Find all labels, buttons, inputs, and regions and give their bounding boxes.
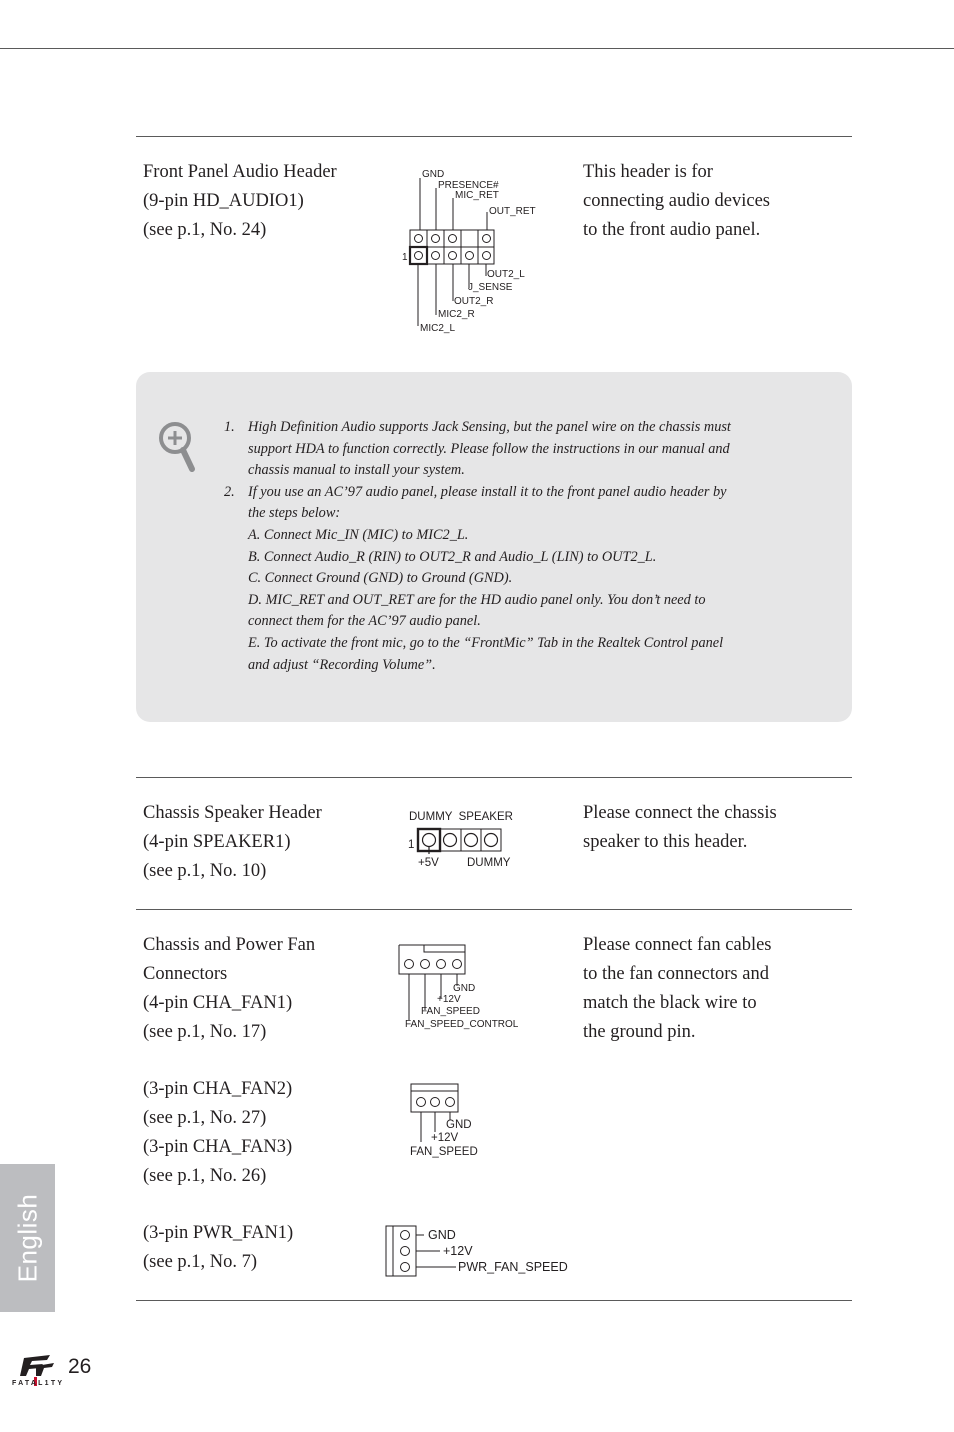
pin	[444, 834, 457, 847]
pin-label-mic2-l: MIC2_L	[420, 323, 456, 334]
pin	[485, 834, 498, 847]
title-line: Front Panel Audio Header	[143, 162, 337, 182]
note-item-number: 1.	[224, 419, 235, 435]
pwr-line: (see p.1, No. 7)	[143, 1252, 258, 1272]
pin	[415, 252, 423, 260]
note-line: A. Connect Mic_IN (MIC) to MIC2_L.	[248, 526, 469, 543]
section-divider	[136, 136, 852, 137]
note-item	[224, 417, 804, 482]
note-line: connect them for the AC’97 audio panel.	[248, 613, 481, 630]
fan3-line: (see p.1, No. 26)	[143, 1166, 267, 1186]
pin-label-12v: +12V	[443, 1244, 473, 1258]
hd-audio-description	[583, 158, 770, 245]
pin-label-top: DUMMY SPEAKER	[409, 811, 513, 823]
note-list	[224, 417, 804, 676]
note-line: High Definition Audio supports Jack Sensing, but the panel wire on the chassis must	[248, 419, 731, 435]
section-divider	[136, 909, 852, 910]
pin	[437, 960, 446, 969]
title-line: (9-pin HD_AUDIO1)	[143, 191, 304, 211]
fatal1ty-logo	[10, 1352, 64, 1388]
pin	[401, 1231, 410, 1240]
desc-line: Please connect fan cables	[583, 935, 772, 955]
title-line: Connectors	[143, 964, 228, 984]
section-divider	[136, 777, 852, 778]
pin-label-j-sense: J_SENSE	[468, 282, 513, 293]
fans-description	[583, 931, 772, 1047]
desc-line: to the front audio panel.	[583, 220, 761, 240]
title-line: Chassis Speaker Header	[143, 803, 322, 823]
pin-label-plus5v: +5V	[418, 857, 439, 869]
fans-title	[143, 931, 315, 1047]
desc-line: the ground pin.	[583, 1022, 696, 1042]
title-line: (see p.1, No. 17)	[143, 1022, 267, 1042]
pwr-fan-pin-diagram	[380, 1222, 570, 1280]
fan3-pin-diagram	[404, 1080, 504, 1160]
note-item	[224, 482, 804, 676]
pin	[483, 235, 491, 243]
pin	[446, 1098, 455, 1107]
pin	[432, 235, 440, 243]
note-line: B. Connect Audio_R (RIN) to OUT2_R and Audio_L (LIN) to OUT2_L.	[248, 548, 657, 565]
desc-line: connecting audio devices	[583, 191, 770, 211]
pin-label-fan-speed-control: FAN_SPEED_CONTROL	[405, 1019, 519, 1030]
pin-label-fan-speed: FAN_SPEED	[410, 1146, 478, 1158]
fan4-pin-diagram	[396, 942, 536, 1034]
pin-label-gnd: GND	[422, 169, 445, 180]
title-line: Chassis and Power Fan	[143, 935, 316, 955]
title-line: (4-pin SPEAKER1)	[143, 832, 291, 852]
pin-label-presence: PRESENCE#	[438, 180, 499, 191]
section-divider	[136, 1300, 852, 1301]
pin	[465, 834, 478, 847]
pin	[466, 252, 474, 260]
pwr-line: (3-pin PWR_FAN1)	[143, 1223, 294, 1243]
pin-1-marker: 1	[408, 839, 415, 851]
pin-label-mic2-r: MIC2_R	[438, 309, 475, 320]
pin	[401, 1247, 410, 1256]
pin-label-mic-ret: MIC_RET	[455, 190, 499, 201]
pin-label-gnd: GND	[453, 983, 476, 994]
pin-1-marker: 1	[402, 252, 408, 263]
desc-line: This header is for	[583, 162, 713, 182]
fan3-line: (3-pin CHA_FAN2)	[143, 1079, 293, 1099]
pin-label-gnd: GND	[446, 1119, 472, 1131]
pin-label-12v: +12V	[437, 994, 461, 1005]
pin-label-out2-r: OUT2_R	[454, 296, 494, 307]
note-line: C. Connect Ground (GND) to Ground (GND).	[248, 570, 513, 587]
pin-label-fan-speed: FAN_SPEED	[421, 1006, 480, 1017]
pwr-fan-labels	[143, 1219, 293, 1277]
pin	[405, 960, 414, 969]
page-number: 26	[68, 1355, 92, 1378]
desc-line: Please connect the chassis	[583, 803, 777, 823]
pin	[453, 960, 462, 969]
fan3-line: (see p.1, No. 27)	[143, 1108, 267, 1128]
note-line: chassis manual to install your system.	[248, 462, 465, 479]
pin	[401, 1263, 410, 1272]
pin	[449, 235, 457, 243]
desc-line: to the fan connectors and	[583, 964, 769, 984]
pin-label-pwr-fan-speed: PWR_FAN_SPEED	[458, 1260, 568, 1274]
note-line: If you use an AC’97 audio panel, please install it to the front panel audio header by	[248, 483, 727, 500]
desc-line: match the black wire to	[583, 993, 757, 1013]
hd-audio-title	[143, 158, 337, 245]
pin	[431, 1098, 440, 1107]
fan3-line: (3-pin CHA_FAN3)	[143, 1137, 293, 1157]
magnifier-icon	[157, 419, 197, 473]
language-tab	[0, 1164, 55, 1312]
pin-label-out2-l: OUT2_L	[487, 269, 525, 280]
logo-wordmark: FATAL1TY	[12, 1380, 62, 1387]
pin-label-12v: +12V	[431, 1132, 459, 1144]
note-line: support HDA to function correctly. Please follow the instructions in our manual and	[248, 440, 730, 457]
pin-label-dummy: DUMMY	[467, 857, 511, 869]
desc-line: speaker to this header.	[583, 832, 748, 852]
fan3-labels	[143, 1075, 292, 1191]
pin	[432, 252, 440, 260]
hd-audio-pin-diagram	[398, 164, 558, 340]
speaker-title	[143, 799, 322, 886]
note-line: the steps below:	[248, 505, 341, 522]
speaker-description	[583, 799, 777, 857]
pin	[423, 834, 436, 847]
language-tab-label: English	[12, 1193, 42, 1283]
note-line: and adjust “Recording Volume”.	[248, 656, 436, 673]
pin	[415, 235, 423, 243]
title-line: (see p.1, No. 10)	[143, 861, 267, 881]
title-line: (4-pin CHA_FAN1)	[143, 993, 293, 1013]
title-line: (see p.1, No. 24)	[143, 220, 267, 240]
pin-label-out-ret: OUT_RET	[489, 206, 536, 217]
speaker-pin-diagram	[400, 806, 530, 870]
pin	[421, 960, 430, 969]
note-item-number: 2.	[224, 483, 235, 500]
top-rule	[0, 48, 954, 49]
pin	[417, 1098, 426, 1107]
pin	[449, 252, 457, 260]
pin	[483, 252, 491, 260]
note-line: D. MIC_RET and OUT_RET are for the HD audio panel only. You don’t need to	[248, 591, 706, 608]
pin-label-gnd: GND	[428, 1228, 456, 1242]
note-line: E. To activate the front mic, go to the “FrontMic” Tab in the Realtek Control panel	[248, 634, 724, 651]
